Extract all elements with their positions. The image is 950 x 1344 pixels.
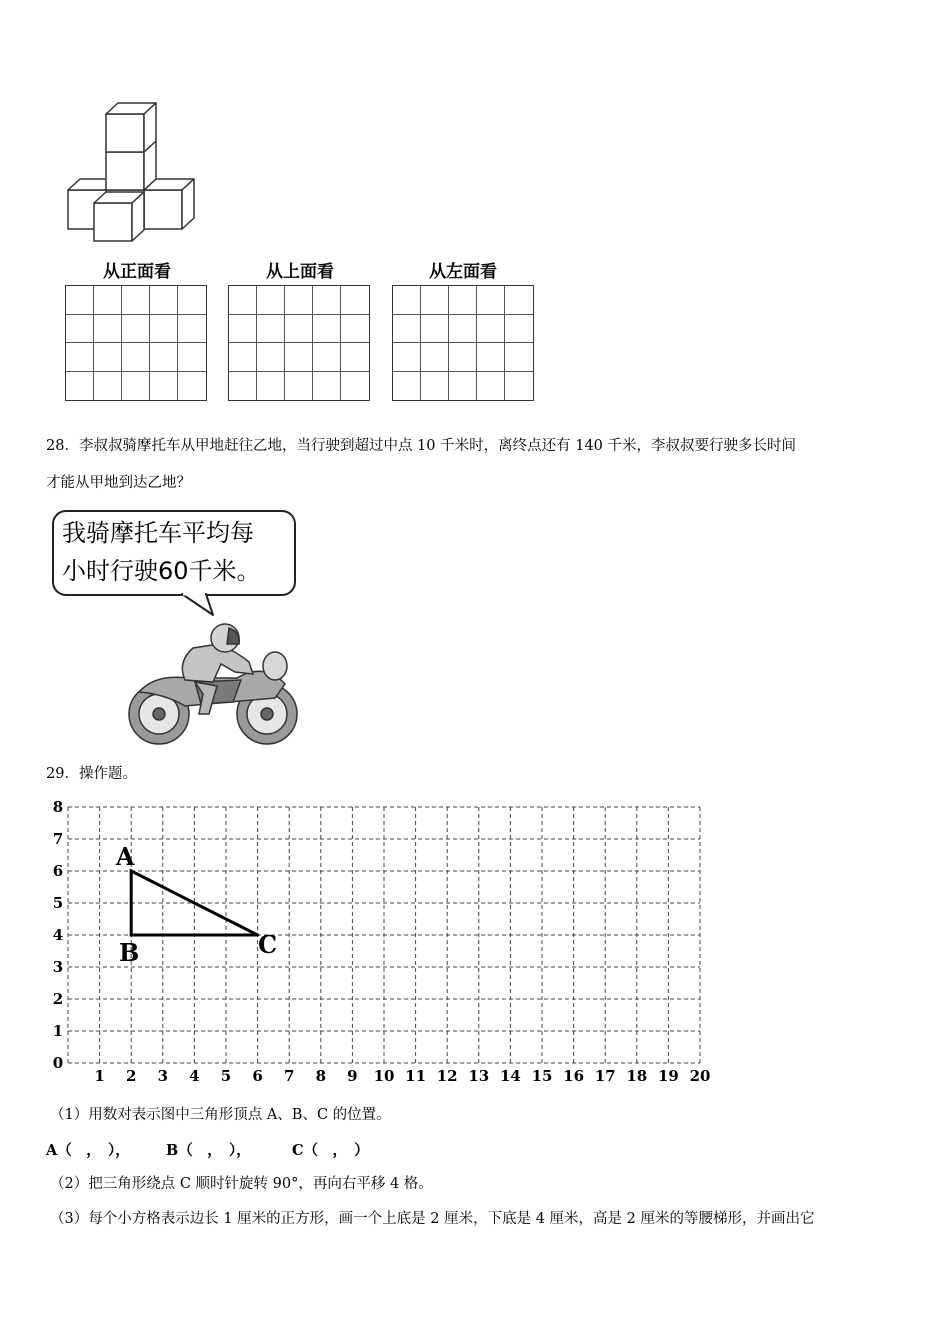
q29-title: 29．操作题。 — [46, 766, 137, 782]
y-tick-label: 5 — [52, 894, 64, 912]
q29-sub3: （3）每个小方格表示边长 1 厘米的正方形，画一个上底是 2 厘米，下底是 4 厘米，高是 2 厘米的等腰梯形，并画出它 — [50, 1211, 815, 1227]
y-tick-label: 3 — [52, 958, 64, 976]
coord-answer-c[interactable]: C（ ， ） — [292, 1142, 369, 1159]
y-tick-label: 0 — [52, 1054, 64, 1072]
vertex-label-c: C — [258, 930, 278, 959]
x-tick-label: 14 — [499, 1067, 521, 1085]
speech-bubble — [52, 510, 296, 596]
y-tick-label: 8 — [52, 800, 64, 816]
front-view-label: 从正面看 — [103, 262, 171, 282]
top-view-label: 从上面看 — [266, 262, 334, 282]
motorcycle-rider-image — [125, 622, 303, 748]
x-tick-label: 17 — [594, 1067, 616, 1085]
cube-figure — [60, 95, 205, 245]
q29-sub1: （1）用数对表示图中三角形顶点 A、B、C 的位置。 — [50, 1107, 391, 1123]
bubble-line1: 我骑摩托车平均每 — [62, 519, 254, 547]
x-tick-label: 7 — [283, 1067, 295, 1085]
coordinate-grid[interactable] — [40, 800, 740, 1090]
top-view-grid[interactable] — [228, 285, 370, 401]
x-tick-label: 4 — [189, 1067, 200, 1085]
bubble-line2: 小时行驶60千米。 — [62, 557, 261, 585]
y-tick-label: 7 — [52, 830, 64, 848]
left-view-grid[interactable] — [392, 285, 534, 401]
x-tick-label: 2 — [125, 1067, 137, 1085]
vertex-label-a: A — [115, 842, 135, 871]
x-tick-label: 6 — [252, 1067, 263, 1085]
x-tick-label: 18 — [626, 1067, 648, 1085]
x-tick-label: 3 — [157, 1067, 169, 1085]
x-tick-label: 10 — [373, 1067, 395, 1085]
front-view-grid[interactable] — [65, 285, 207, 401]
vertex-point-b — [130, 934, 133, 937]
x-tick-label: 12 — [436, 1067, 458, 1085]
q28-text-line2: 才能从甲地到达乙地？ — [46, 475, 191, 491]
y-tick-label: 4 — [52, 926, 64, 944]
x-tick-label: 13 — [468, 1067, 490, 1085]
q28-text-line1: 28．李叔叔骑摩托车从甲地赶往乙地，当行驶到超过中点 10 千米时，离终点还有 140 千米，李叔叔要行驶多长时间 — [46, 438, 797, 454]
q29-sub2: （2）把三角形绕点 C 顺时针旋转 90°，再向右平移 4 格。 — [50, 1176, 433, 1192]
x-tick-label: 11 — [405, 1067, 427, 1085]
x-tick-label: 19 — [657, 1067, 679, 1085]
coord-answer-a[interactable]: A（ ， ）， — [46, 1142, 130, 1159]
x-tick-label: 15 — [531, 1067, 553, 1085]
x-tick-label: 8 — [315, 1067, 327, 1085]
y-tick-label: 2 — [52, 990, 64, 1008]
x-tick-label: 9 — [347, 1067, 358, 1085]
y-tick-label: 6 — [52, 862, 64, 880]
x-tick-label: 16 — [563, 1067, 585, 1085]
speech-bubble-tail — [180, 592, 220, 618]
coord-answer-b[interactable]: B（ ， ）， — [166, 1142, 251, 1159]
left-view-label: 从左面看 — [429, 262, 497, 282]
x-tick-label: 20 — [689, 1067, 711, 1085]
y-tick-label: 1 — [52, 1022, 64, 1040]
vertex-label-b: B — [119, 938, 140, 967]
x-tick-label: 1 — [94, 1067, 105, 1085]
x-tick-label: 5 — [220, 1067, 232, 1085]
